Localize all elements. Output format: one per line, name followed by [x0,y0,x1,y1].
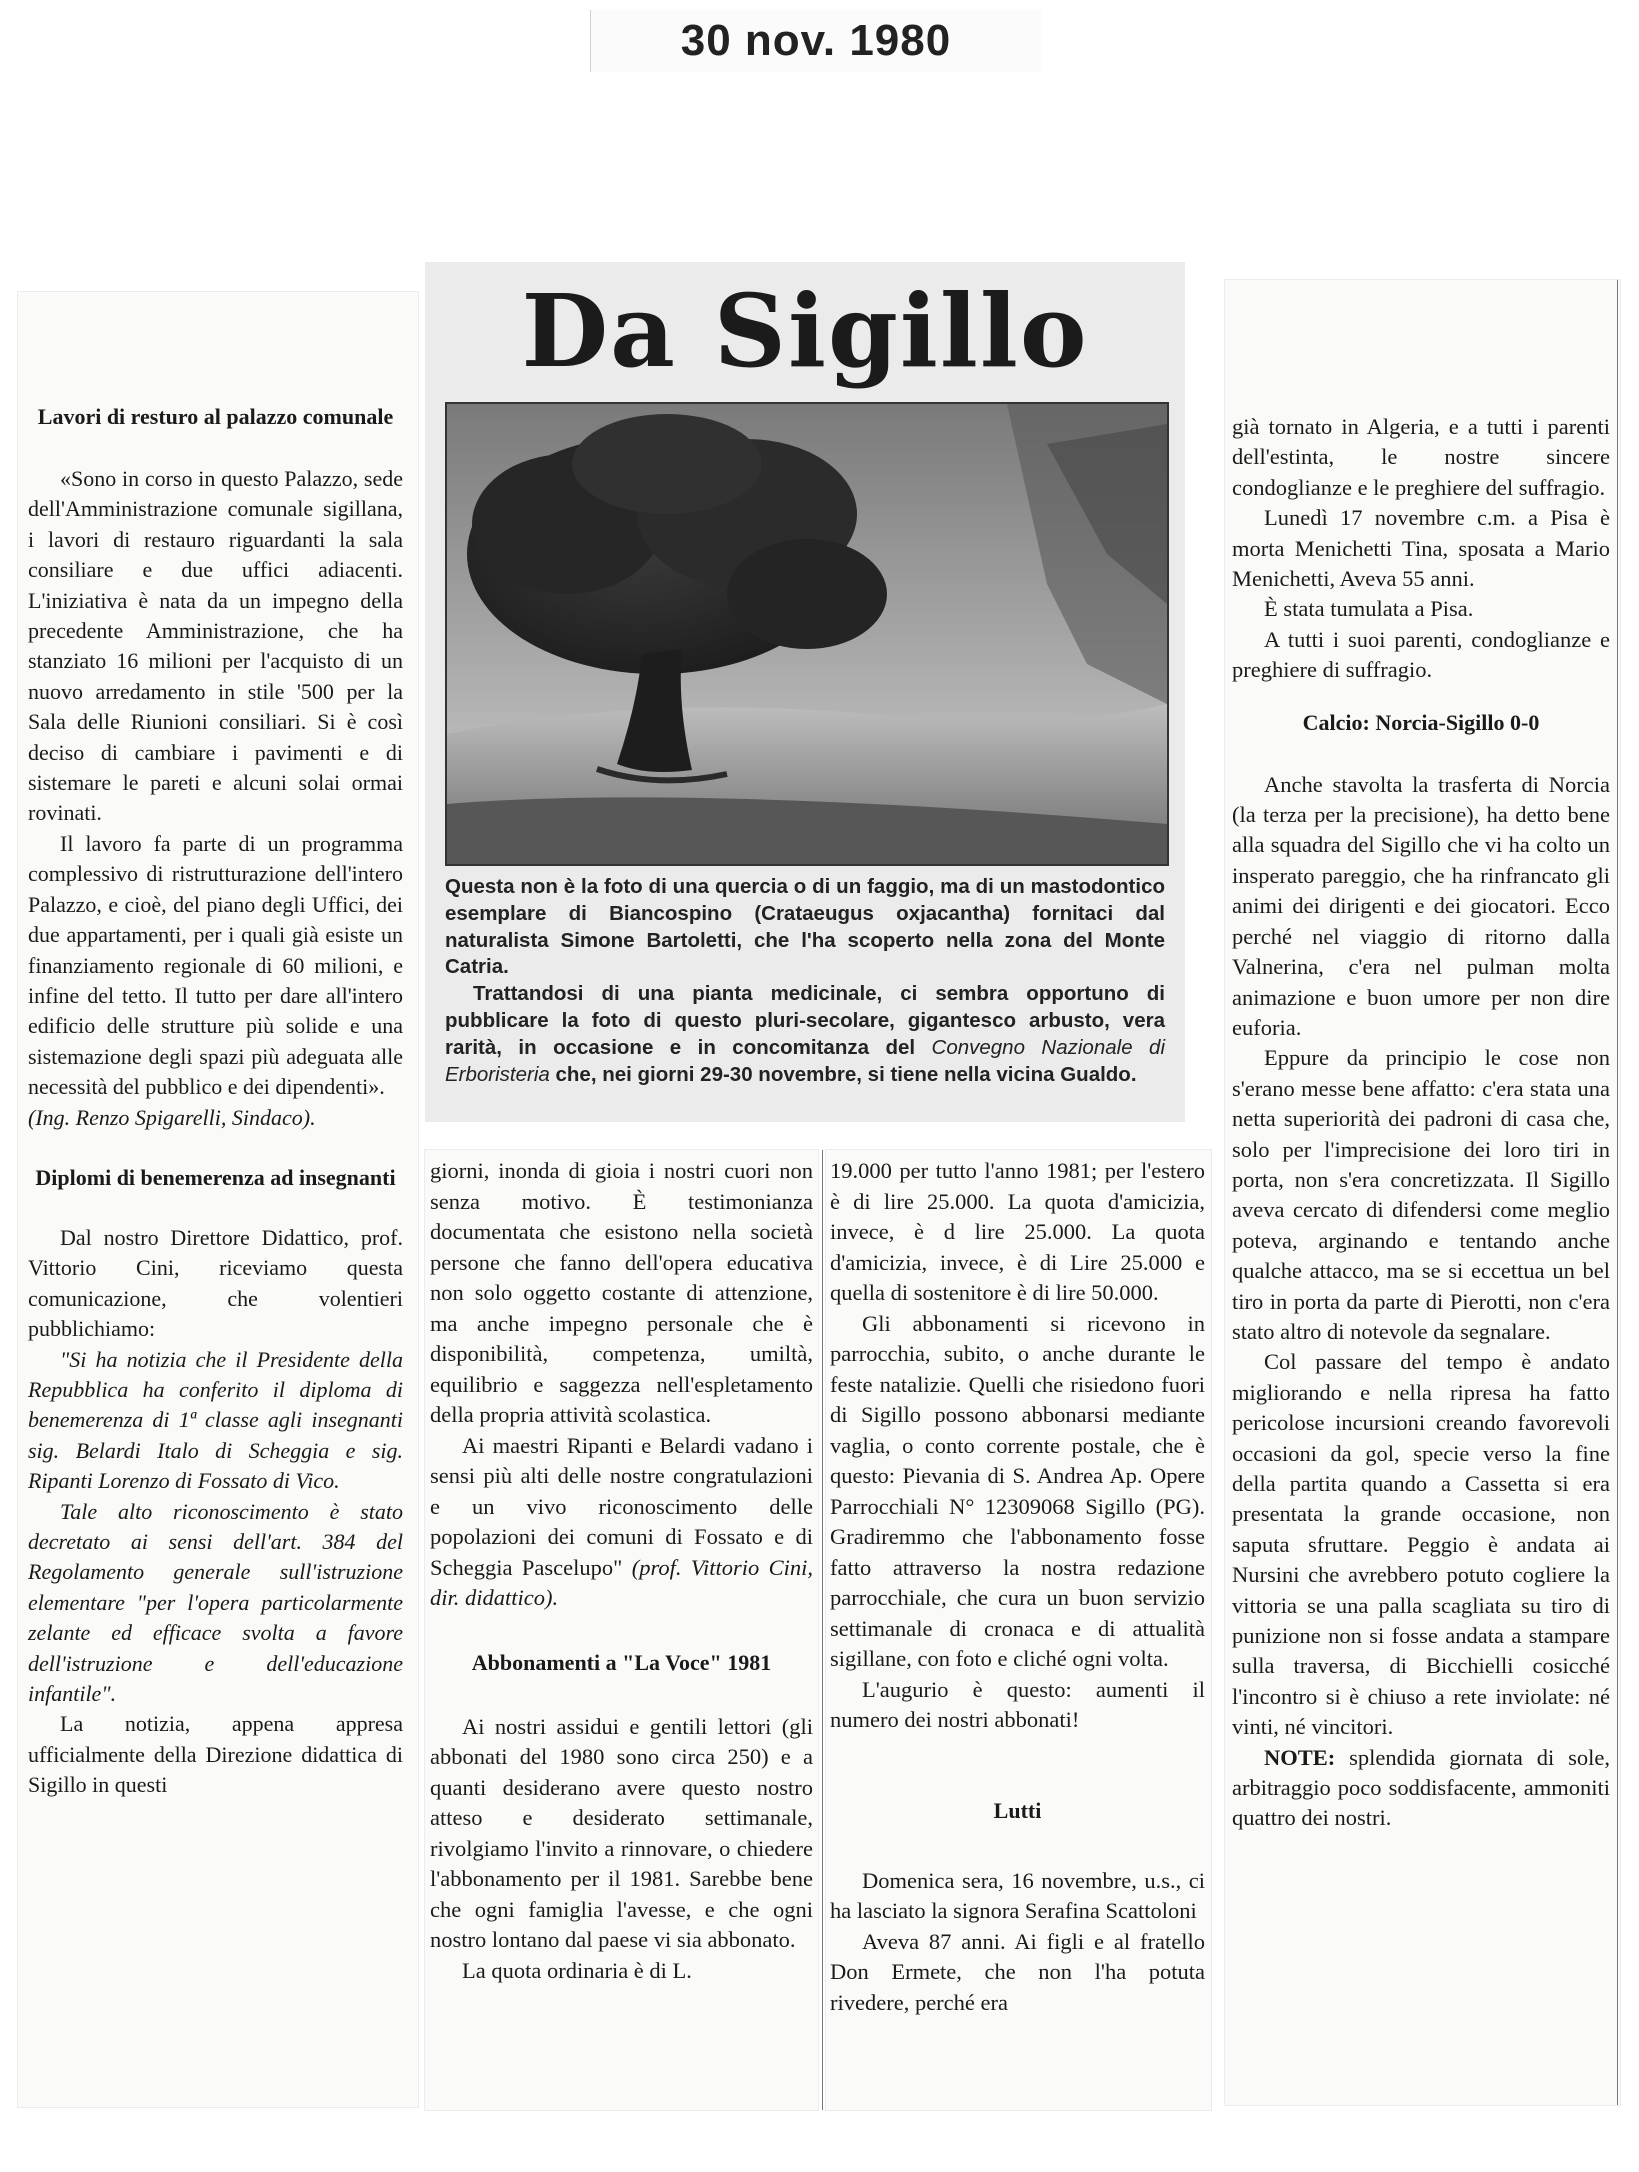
paragraph [430,1431,813,1614]
heading-diplomi: Diplomi di benemerenza ad insegnanti [35,1164,396,1190]
paragraph: "Si ha notizia che il Presidente della Repubblica ha conferito il diploma di benemerenza di 1ª classe agli insegnanti sig. Belardi Italo di Scheggia e sig. Ripanti Lorenzo di Fossato di Vico. [28,1346,403,1494]
paragraph: È stata tumulata a Pisa. [1264,596,1474,622]
paragraph [1232,1743,1610,1834]
paragraph-text: splendida giornata di sole, arbitraggio poco soddisfacente, ammoniti quattro dei nostri. [1232,1744,1610,1831]
heading-lutti: Lutti [993,1797,1042,1823]
caption-text: che, nei giorni 29-30 novembre, si tiene nella vicina Gualdo. [549,1062,1137,1086]
paragraph: Anche stavolta la trasferta di Norcia (la terza per la precisione), ha detto bene alla squadra del Sigillo che vi ha colto un insperato pareggio, che ha rinfrancato gli animi dei dirigenti e dei giocatori. Ecco perché nel viaggio di ritorno dalla Valnerina, c'era nel pulman molta animazione e buon umore per non dire euforia. [1232,771,1610,1040]
masthead-photo-block [425,262,1185,1122]
caption-emphasis: Convegno Nazionale di Erboristeria [445,1035,1165,1086]
signature: (Ing. Renzo Spigarelli, Sindaco). [28,1104,316,1130]
paragraph: Col passare del tempo è andato migliorando e nella ripresa ha fatto pericolose incursioni creando favorevoli occasioni da gol, specie verso la fine della partita quando a Cassetta si era presentata la grande occasione, non saputa sfruttare. Peggio è andata ai Nursini che avrebbero potuto cogliere la vittoria se una palla scagliata su tiro di punizione non si fosse andata a stampare sulla traversa, di Bicchielli cosicché l'incontro si è chiuso a rete inviolate: né vinti, né vincitori. [1232,1349,1610,1740]
paragraph: già tornato in Algeria, e a tutti i parenti dell'estinta, le nostre sincere condoglianze e le preghiere del suffragio. [1232,414,1610,500]
paragraph: Ai nostri assidui e gentili lettori (gli abbonati del 1980 sono circa 250) e a quanti desiderano avere questo nostro atteso e desiderato settimanale, rivolgiamo l'invito a rinnovare, o chiedere l'abbonamento per il 1981. Sarebbe bene che ogni famiglia l'avesse, e che ogni nostro lontano dal paese vi sia abbonato. [430,1713,813,1952]
paragraph: Domenica sera, 16 novembre, u.s., ci ha lasciato la signora Serafina Scattoloni [830,1867,1205,1923]
column-rule [1617,280,1618,2105]
column-1 [28,402,403,1801]
paragraph: L'augurio è questo: aumenti il numero dei nostri abbonati! [830,1676,1205,1732]
signature: (prof. Vittorio Cini, dir. didattico). [430,1554,814,1610]
paragraph: Gli abbonamenti si ricevono in parrocchia, subito, o anche durante le feste natalizie. Quelli che risiedono fuori di Sigillo possono abbonarsi mediante vaglia, o conto corrente postale, che è questo: Pievania di S. Andrea Ap. Opere Parrocchiali N° 12309068 Sigillo (PG). Gradiremmo che l'abbonamento fosse fatto attraverso la nostra redazione parrocchiale, che cura un buon servizio settimanale di cronaca e di attualità sigillane, con foto e cliché ogni volta. [830,1310,1205,1671]
paragraph: 19.000 per tutto l'anno 1981; per l'estero è di lire 25.000. La quota d'amicizia, invece, è d lire 25.000. La quota d'amicizia, invece, è di Lire 25.000 e quella di sostenitore è di lire 50.000. [830,1158,1205,1305]
paragraph-text: Ai maestri Ripanti e Belardi vadano i sensi più alti delle nostre congratulazioni e un vivo riconoscimento delle popolazioni dei comuni di Fossato e di Scheggia Pascelupo" [430,1432,813,1580]
heading-abbonamenti: Abbonamenti a "La Voce" 1981 [471,1649,772,1675]
paragraph: La notizia, appena appresa ufficialmente della Direzione didattica di Sigillo in questi [28,1711,403,1798]
masthead-title: Da Sigillo [521,272,1089,390]
caption-text: Trattandosi di una pianta medicinale, ci sembra opportuno di pubblicare la foto di questo pluri-secolare, gigantesco arbusto, vera rarità, in occasione e in concomitanza del [445,982,1165,1059]
clipping-date: 30 nov. 1980 [590,10,1041,72]
paragraph: La quota ordinaria è di L. [462,1957,692,1983]
column-2 [430,1156,813,1986]
paragraph: «Sono in corso in questo Palazzo, sede dell'Amministrazione comunale sigillana, i lavori di restauro riguardanti la sala consiliare e due uffici adiacenti. L'iniziativa è nata da un impegno della precedente Amministrazione, che ha stanziato 16 milioni per l'acquisto di un nuovo arredamento in stile '500 per la Sala delle Riunioni consiliari. Si è così deciso di cambiare i pavimenti e di sistemare le pareti e alcuni solai ormai rovinati. [28,466,403,826]
paragraph: Tale alto riconoscimento è stato decretato ai sensi dell'art. 384 del Regolamento generale sull'istruzione elementare "per l'opera particolarmente zelante ed efficace svolta a favore dell'istruzione e dell'educazione infantile". [28,1498,403,1707]
paragraph: Il lavoro fa parte di un programma complessivo di ristrutturazione dell'intero Palazzo, e cioè, del piano degli Uffici, dei due appartamenti, per i quali già esiste un finanziamento regionale di 60 milioni, e infine del tetto. Il tutto per dare all'intero edificio delle strutture più solide e una sistemazione degli spazi più adeguata alle necessità del pubblico e dei dipendenti». [28,830,403,1100]
caption-paragraph: Questa non è la foto di una quercia o di un faggio, ma di un mastodontico esemplare di Biancospino (Crataeugus oxjacantha) fornitaci dal naturalista Simone Bartoletti, che l'ha scoperto nella zona del Monte Catria. [445,875,1165,979]
photo-caption [445,874,1165,1088]
column-rule [822,1150,823,2110]
paragraph: Aveva 87 anni. Ai figli e al fratello Don Ermete, che non l'ha potuta rivedere, perché era [830,1928,1205,2015]
caption-paragraph [445,981,1165,1088]
heading-calcio: Calcio: Norcia-Sigillo 0-0 [1302,709,1540,735]
paragraph: Dal nostro Direttore Didattico, prof. Vittorio Cini, riceviamo questa comunicazione, che volentieri pubblichiamo: [28,1224,403,1342]
hawthorn-tree-photo [445,402,1169,866]
column-3 [830,1156,1205,2018]
paragraph: Lunedì 17 novembre c.m. a Pisa è morta Menichetti Tina, sposata a Mario Menichetti, Aveva 55 anni. [1232,505,1610,592]
paragraph: giorni, inonda di gioia i nostri cuori non senza motivo. È testimonianza documentata che esistono nella società persone che fanno dell'opera educativa non solo oggetto costante di attenzione, ma anche impegno personale che è disponibilità, competenza, umiltà, equilibrio e saggezza nell'espletamento della propria attività scolastica. [430,1158,813,1427]
paragraph: Eppure da principio le cose non s'erano messe bene affatto: c'era stata una netta superiorità dei padroni di casa che, solo per l'imprecisione dei loro tiri in porta, non s'era concretizzata. Il Sigillo aveva cercato di difendersi come meglio poteva, arginando e tentando anche qualche attacco, ma se si eccettua un bel tiro in porta da parte di Pierotti, non c'era stato altro di notevole da segnalare. [1232,1045,1610,1344]
heading-lavori: Lavori di resturo al palazzo comunale [37,404,394,429]
paragraph: A tutti i suoi parenti, condoglianze e preghiere di suffragio. [1232,626,1610,683]
note-label: NOTE: [1264,1744,1336,1770]
column-4 [1232,412,1610,1834]
